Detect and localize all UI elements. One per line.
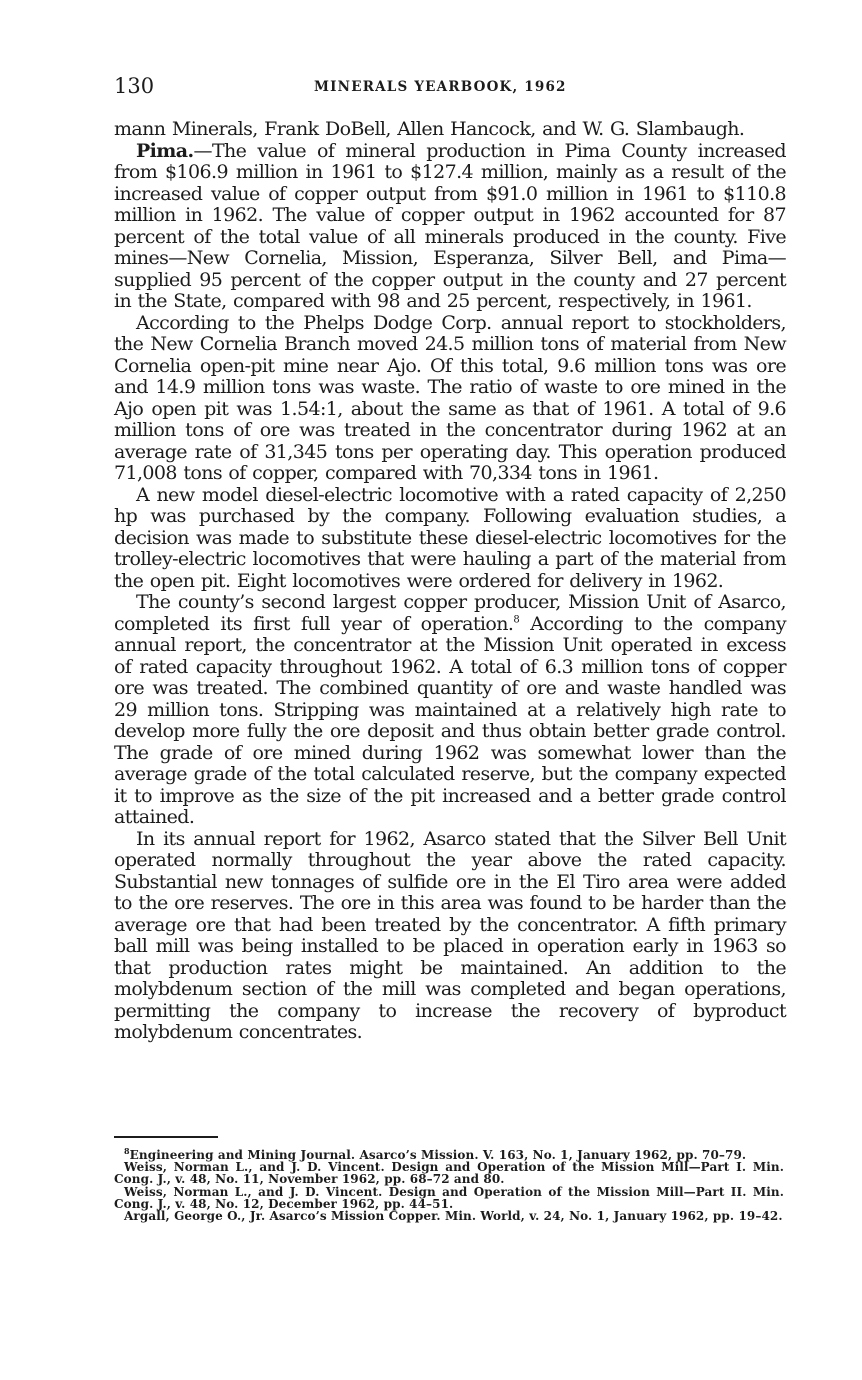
footnote-reference: 8 <box>513 614 520 626</box>
footnote-text: Weiss, Norman L., and J. D. Vincent. Design and Operation of the Mission Mill—Part I. Min. Cong. J., v. 48, No. 11, November 1962, pp. 68–72 and 80. <box>114 1160 784 1187</box>
paragraph-pima <box>114 141 786 313</box>
paragraph-phelps-dodge <box>114 313 786 485</box>
footnote-text: Weiss, Norman L., and J. D. Vincent. Design and Operation of the Mission Mill—Part II. Min. Cong. J., v. 48, No. 12, December 1962, pp. 44–51. <box>114 1184 784 1211</box>
body-text <box>114 119 786 1044</box>
footnote-text: Engineering and Mining Journal. Asarco’s Mission. V. 163, No. 1, January 1962, pp. 70–79. <box>129 1148 747 1162</box>
page-number: 130 <box>114 74 155 98</box>
paragraph-text: A new model diesel-electric locomotive with a rated capacity of 2,250 hp was purchased by the company. Following evaluation studies, a decision was made to substitute these diesel-electric locomotives for the trolley-electric locomotives that were hauling a part of the material from the open pit. Eight locomotives were ordered for delivery in 1962. <box>114 483 786 592</box>
runin-heading-pima: Pima. <box>136 139 194 162</box>
paragraph-mission-unit <box>114 592 786 829</box>
running-head: MINERALS YEARBOOK, 1962 <box>314 79 567 95</box>
footnote-item <box>114 1210 784 1222</box>
footnote-text: Argall, George O., Jr. Asarco’s Mission Copper. Min. World, v. 24, No. 1, January 1962, pp. 19–42. <box>124 1209 783 1224</box>
page-header <box>114 74 786 98</box>
paragraph-locomotive <box>114 485 786 593</box>
paragraph-text: According to the company annual report, the concentrator at the Mission Unit operated in excess of rated capacity throughout 1962. A total of 6.3 million tons of copper ore was treated. The combined quantity of ore and waste handled was 29 million tons. Stripping was maintained at a relatively high rate to develop more fully the ore deposit and thus obtain better grade control. The grade of ore mined during 1962 was somewhat lower than the average grade of the total calculated reserve, but the company expected it to improve as the size of the pit increased and a better grade control attained. <box>114 612 786 828</box>
paragraph-text: —The value of mineral production in Pima County increased from $106.9 million in 1961 to $127.4 million, mainly as a result of the increased value of copper output from $91.0 million in 1961 to $110.8 million in 1962. The value of copper output in 1962 accounted for 87 percent of the total value of all minerals produced in the county. Five mines—New Cornelia, Mission, Esperanza, Silver Bell, and Pima—supplied 95 percent of the copper output in the county and 27 percent in the State, compared with 98 and 25 percent, respectively, in 1961. <box>114 139 786 312</box>
footnotes <box>114 1146 784 1224</box>
footnote-item <box>114 1161 784 1185</box>
footnote-rule <box>114 1136 218 1138</box>
paragraph-text: In its annual report for 1962, Asarco stated that the Silver Bell Unit operated normally throughout the year above the rated capacity. Substantial new tonnages of sulfide ore in the El Tiro area were added to the ore reserves. The ore in this area was found to be harder than the average ore that had been treated by the concentrator. A fifth primary ball mill was being installed to be placed in operation early in 1963 so that production rates might be maintained. An addition to the molybdenum section of the mill was completed and began operations, permitting the company to increase the recovery of byproduct molybdenum concentrates. <box>114 827 786 1043</box>
footnote-marker: 8 <box>124 1146 130 1156</box>
paragraph-silver-bell <box>114 829 786 1044</box>
paragraph-text: According to the Phelps Dodge Corp. annual report to stockholders, the New Cornelia Branch moved 24.5 million tons of material from New Cornelia open-pit mine near Ajo. Of this total, 9.6 million tons was ore and 14.9 million tons was waste. The ratio of waste to ore mined in the Ajo open pit was 1.54:1, about the same as that of 1961. A total of 9.6 million tons of ore was treated in the concentrator during 1962 at an average rate of 31,345 tons per operating day. This operation produced 71,008 tons of copper, compared with 70,334 tons in 1961. <box>114 311 786 484</box>
footnote-item <box>114 1186 784 1210</box>
paragraph-continuation <box>114 119 786 141</box>
paragraph-text: mann Minerals, Frank DoBell, Allen Hancock, and W. G. Slambaugh. <box>114 118 745 140</box>
paragraph-text: The county’s second largest copper producer, Mission Unit of Asarco, completed its first full year of operation. <box>114 591 786 635</box>
